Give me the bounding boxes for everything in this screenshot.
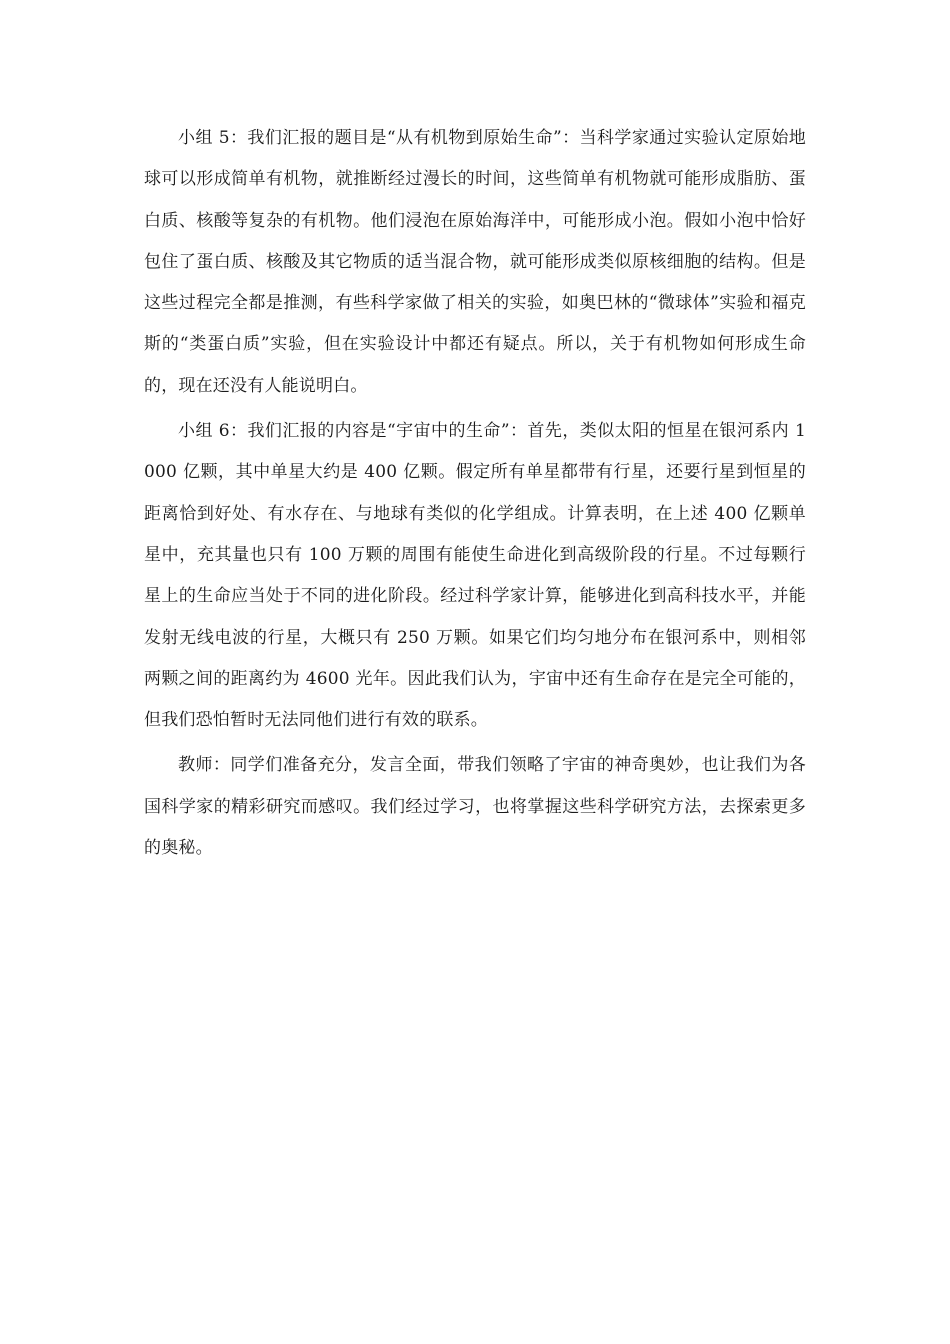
paragraph-group-5-report: 小组 5：我们汇报的题目是“从有机物到原始生命”：当科学家通过实验认定原始地球可以形成简单有机物，就推断经过漫长的时间，这些简单有机物就可能形成脂肪、蛋白质、核酸等复杂的有机物。他们浸泡在原始海洋中，可能形成小泡。假如小泡中恰好包住了蛋白质、核酸及其它物质的适当混合物，就可能形成类似原核细胞的结构。但是这些过程完全都是推测，有些科学家做了相关的实验，如奥巴林的“微球体”实验和福克斯的“类蛋白质”实验，但在实验设计中都还有疑点。所以，关于有机物如何形成生命的，现在还没有人能说明白。 bbox=[144, 128, 806, 396]
paragraph-group-6-report: 小组 6：我们汇报的内容是“宇宙中的生命”：首先，类似太阳的恒星在银河系内 1000 亿颗，其中单星大约是 400 亿颗。假定所有单星都带有行星，还要行星到恒星的距离恰到好处、有水存在、与地球有类似的化学组成。计算表明，在上述 400 亿颗单星中，充其量也只有 100 万颗的周围有能使生命进化到高级阶段的行星。不过每颗行星上的生命应当处于不同的进化阶段。经过科学家计算，能够进化到高科技水平，并能发射无线电波的行星，大概只有 250 万颗。如果它们均匀地分布在银河系中，则相邻两颗之间的距离约为 4600 光年。因此我们认为，宇宙中还有生命存在是完全可能的，但我们恐怕暂时无法同他们进行有效的联系。 bbox=[144, 421, 806, 731]
document-body bbox=[144, 118, 806, 873]
paragraph-teacher-summary: 教师：同学们准备充分，发言全面，带我们领略了宇宙的神奇奥妙，也让我们为各国科学家的精彩研究而感叹。我们经过学习，也将掌握这些科学研究方法，去探索更多的奥秘。 bbox=[144, 755, 806, 859]
